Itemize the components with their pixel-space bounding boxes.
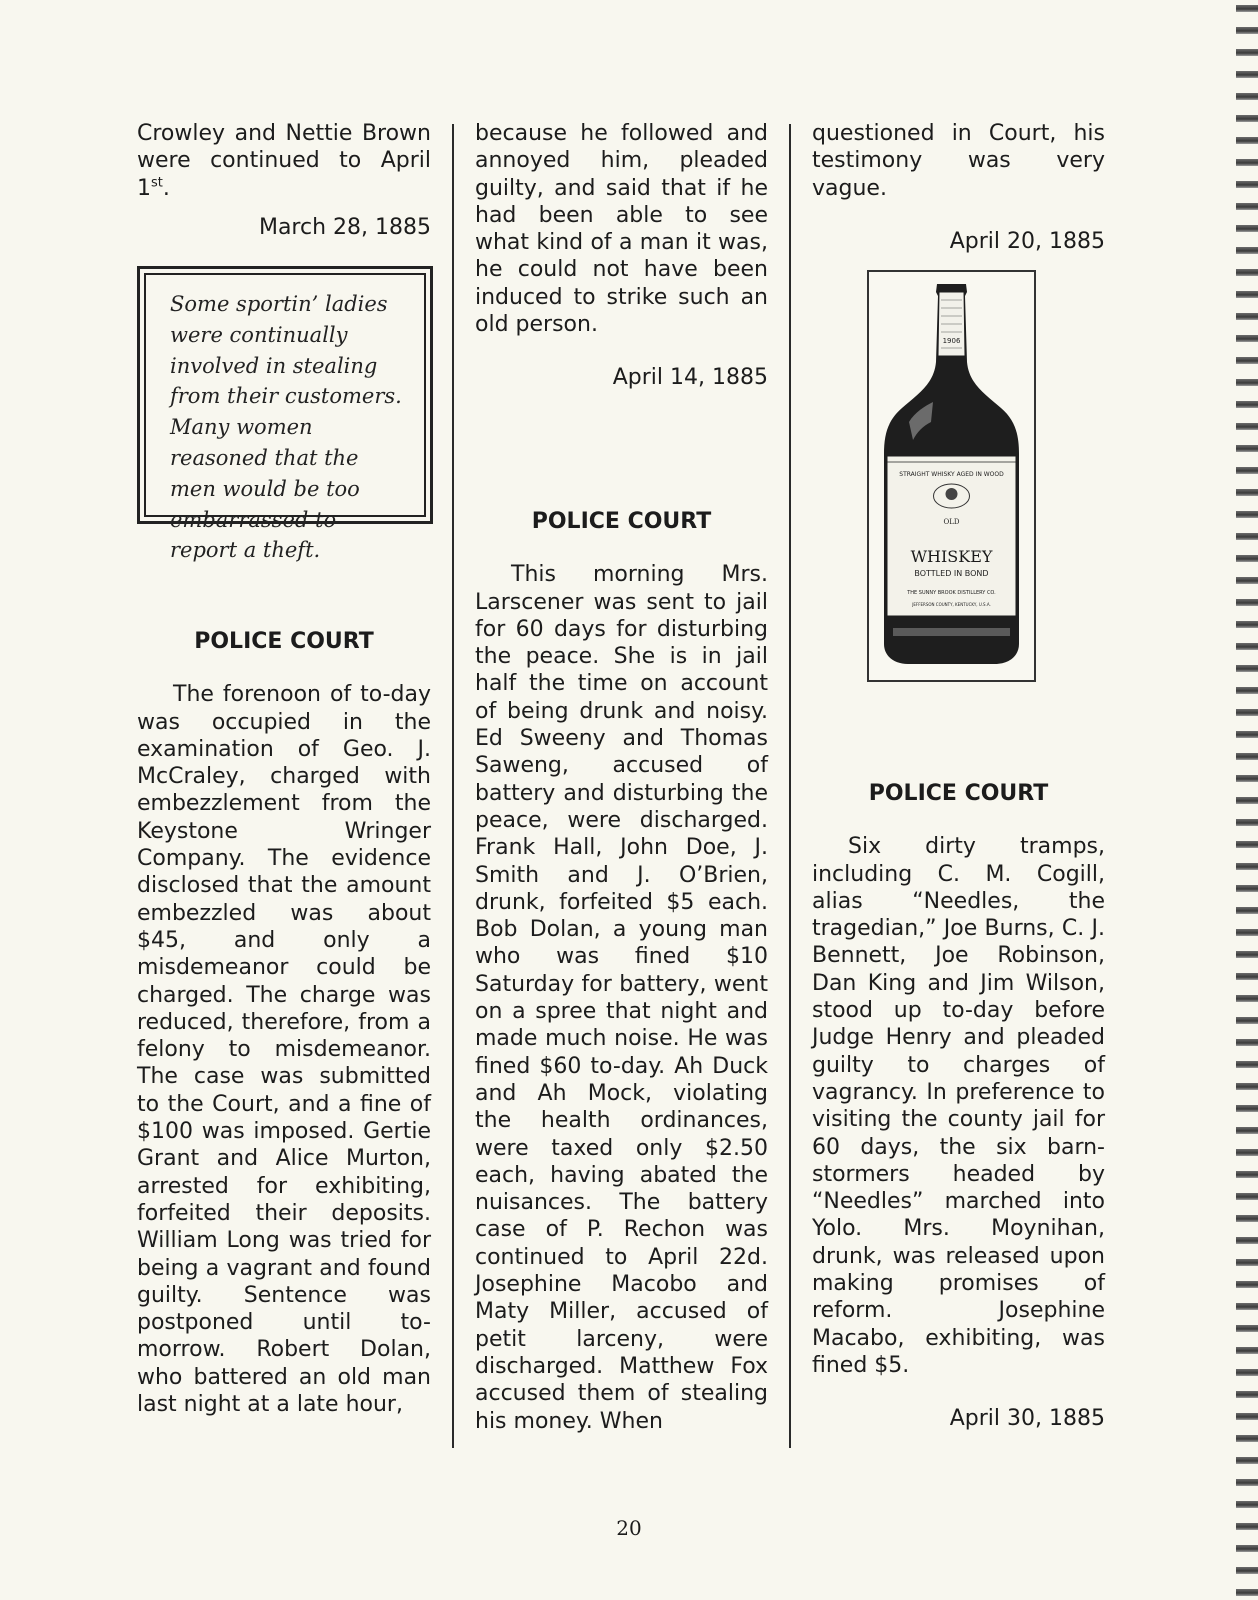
label-maker-text: THE SUNNY BROOK DISTILLERY CO. bbox=[907, 590, 996, 596]
article-body-1: The forenoon of to-day was occupied in the examination of Geo. J. McCraley, charged with embezzlement from the Keystone Wringer Company. The evidence disclosed that the amount embezzled was about $45, and only a misdemeanor could be charged. The charge was reduced, therefore, from a felony to misdemeanor. The case was submitted to the Court, and a fine of $100 was imposed. Gertie Grant and Alice Murton, arrested for exhibiting, forfeited their deposits. William Long was tried for being a vagrant and found guilty. Sentence was postponed until to-morrow. Robert Dolan, who battered an old man last night at a late hour, bbox=[137, 682, 431, 1418]
spiral-binding bbox=[1224, 0, 1258, 1600]
dateline-march-28: March 28, 1885 bbox=[258, 214, 431, 240]
label-bond-text: BOTTLED IN BOND bbox=[914, 569, 989, 578]
whiskey-bottle-icon bbox=[869, 272, 1034, 680]
column-1 bbox=[137, 120, 431, 241]
dateline-april-20: April 20, 1885 bbox=[949, 228, 1105, 254]
label-old-text: OLD bbox=[943, 518, 960, 526]
column-divider-1 bbox=[452, 124, 454, 1448]
section-heading-police-court-1: POLICE COURT bbox=[194, 629, 374, 654]
label-arc-text: STRAIGHT WHISKY AGED IN WOOD bbox=[899, 471, 1004, 478]
label-place-text: JEFFERSON COUNTY, KENTUCKY, U.S.A. bbox=[912, 602, 991, 607]
column-2 bbox=[475, 120, 768, 392]
page-number: 20 bbox=[616, 1516, 642, 1540]
article-continuation-3: questioned in Court, his testimony was very vague. bbox=[812, 121, 1105, 201]
dateline-april-14: April 14, 1885 bbox=[612, 365, 768, 391]
label-title-text: WHISKEY bbox=[910, 547, 993, 566]
whiskey-bottle-illustration bbox=[867, 270, 1036, 682]
dateline-april-30: April 30, 1885 bbox=[949, 1406, 1105, 1432]
column-3 bbox=[812, 120, 1105, 255]
article-continuation-2: because he followed and annoyed him, pleaded guilty, and said that if he had been able to see what kind of a man it was, he could not have been induced to strike such an old person. bbox=[475, 121, 768, 338]
column-2-article bbox=[475, 508, 768, 1435]
sidebar-callout-box bbox=[137, 266, 433, 563]
column-1-article bbox=[137, 628, 431, 1418]
column-3-article bbox=[812, 780, 1105, 1433]
section-heading-police-court-3: POLICE COURT bbox=[868, 781, 1049, 806]
column-divider-2 bbox=[789, 124, 791, 1448]
intro-end: . bbox=[162, 175, 170, 201]
intro-text: Crowley and Nettie Brown were continued to April 1 bbox=[137, 121, 431, 201]
section-heading-police-court-2: POLICE COURT bbox=[531, 509, 712, 534]
article-body-2: This morning Mrs. Larscener was sent to jail for 60 days for disturbing the peace. She is in jail half the time on account of being drunk and noisy. Ed Sweeny and Thomas Saweng, accused of battery and disturbing the peace, were discharged. Frank Hall, John Doe, J. Smith and J. O’Brien, drunk, forfeited $5 each. Bob Dolan, a young man who was fined $10 Saturday for battery, went on a spree that night and made much noise. He was fined $60 to-day. Ah Duck and Ah Mock, violating the health ordinances, were taxed only $2.50 each, having abated the nuisances. The battery case of P. Rechon was continued to April 22d. Josephine Macobo and Maty Miller, accused of petit larceny, were discharged. Matthew Fox accused them of stealing his money. When bbox=[475, 562, 768, 1434]
neck-year-text: 1906 bbox=[942, 337, 961, 345]
callout-text: Some sportin’ ladies were continually involved in stealing from their customers. Many women reasoned that the men would be too embarrassed to report a theft. bbox=[144, 273, 426, 517]
article-body-3: Six dirty tramps, including C. M. Cogill, alias “Needles, the tragedian,” Joe Burns, C. J. Bennett, Joe Robinson, Dan King and Jim Wilson, stood up to-day before Judge Henry and pleaded guilty to charges of vagrancy. In preference to visiting the county jail for 60 days, the six barn-stormers headed by “Needles” marched into Yolo. Mrs. Moynihan, drunk, was released upon making promises of reform. Josephine Macabo, exhibiting, was fined $5. bbox=[812, 834, 1105, 1378]
intro-superscript: st bbox=[151, 175, 163, 191]
column-1-intro bbox=[137, 120, 431, 202]
